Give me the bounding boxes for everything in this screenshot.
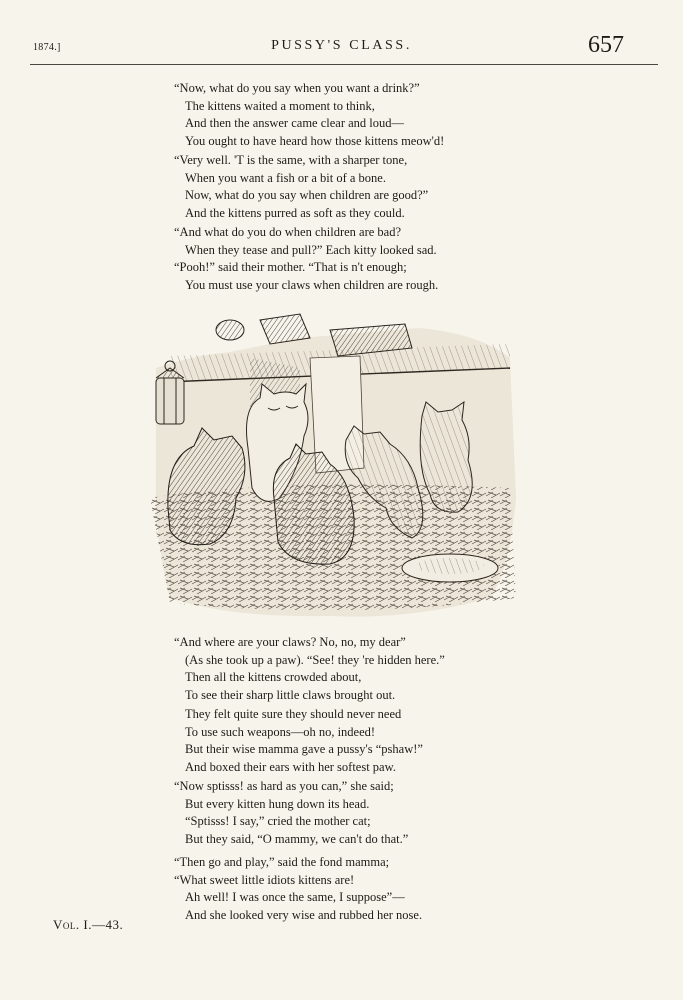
verse-line: “Pooh!” said their mother. “That is n't enough; [174,260,407,274]
verse-line: And she looked very wise and rubbed her nose. [185,907,423,922]
verse-line: To see their sharp little claws brought out. [185,687,396,702]
verse-line: And the kittens purred as soft as they could. [185,205,405,220]
saucer-shape [402,554,498,582]
stanza-1 [174,80,614,150]
verse-line: “Sptisss! I say,” cried the mother cat; [185,814,371,828]
verse-line: “Now, what do you say when you want a drink?” [174,81,420,95]
verse-line: (As she took up a paw). “See! they 're hidden here.” [185,652,445,667]
verse-line: “Very well. 'T is the same, with a sharper tone, [174,153,408,167]
header-rule [30,64,658,65]
verse-line: Now, what do you say when children are good?” [185,188,429,202]
stanza-3 [174,224,614,294]
verse-line: You must use your claws when children are rough. [185,277,439,292]
verse-line: “Now sptisss! as hard as you can,” she said; [174,779,394,793]
verse-line: To use such weapons—oh no, indeed! [185,724,376,739]
verse-line: “What sweet little idiots kittens are! [174,872,355,887]
running-header [0,30,683,70]
stanza-2 [174,152,614,222]
stanza-7 [174,854,614,924]
stanza-4 [174,634,614,704]
verse-line: You ought to have heard how those kittens meow'd! [185,133,445,148]
verse-line: When you want a fish or a bit of a bone. [185,170,386,185]
verse-line: When they tease and pull?” Each kitty looked sad. [185,242,437,257]
stanza-5 [174,706,614,776]
volume-signature: Vol. I.—43. [53,917,124,932]
verse-line: Ah well! I was once the same, I suppose”— [185,890,405,904]
verse-line: Then all the kittens crowded about, [185,670,362,684]
header-title: PUSSY'S CLASS. [271,38,412,53]
verse-line: The kittens waited a moment to think, [185,98,375,113]
verse-line: And then the answer came clear and loud— [185,116,405,130]
stanza-6 [174,778,614,848]
verse-line: “And what do you do when children are bad? [174,225,402,239]
verse-line: But they said, “O mammy, we can't do that.” [185,831,409,846]
verse-line: They felt quite sure they should never need [185,707,402,721]
verse-line: “Then go and play,” said the fond mamma; [174,855,390,869]
verse-line: “And where are your claws? No, no, my dear” [174,635,406,649]
verse-line: But their wise mamma gave a pussy's “pshaw!” [185,742,423,756]
kittens-illustration [150,298,522,620]
verse-line: And boxed their ears with her softest paw. [185,759,396,774]
verse-line: But every kitten hung down its head. [185,796,370,811]
page-number: 657 [588,32,624,58]
header-year: 1874.] [33,42,61,53]
